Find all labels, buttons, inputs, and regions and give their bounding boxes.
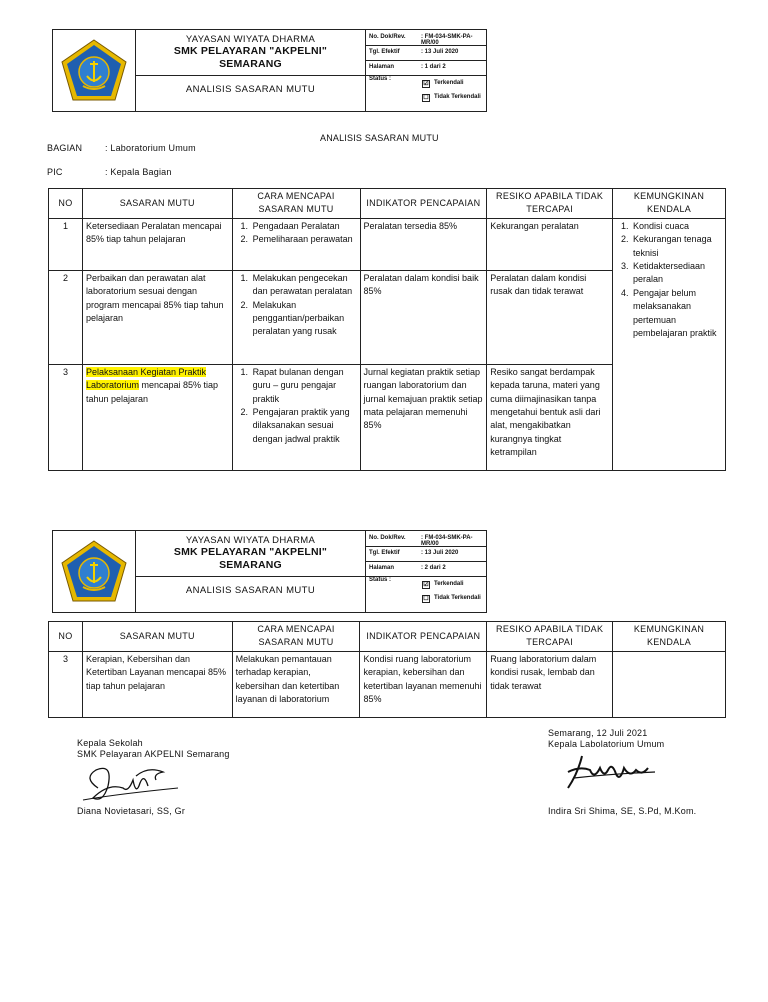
header-doc-title: ANALISIS SASARAN MUTU	[185, 84, 316, 95]
school-name-line: SMK PELAYARAN "AKPELNI"	[173, 546, 328, 558]
sasaran-cell: Kerapian, Kebersihan dan Ketertiban Layanan mencapai 85% tiap tahun pelajaran	[82, 651, 232, 717]
foundation-name: YAYASAN WIYATA DHARMA	[185, 34, 316, 45]
meta-key: Halaman	[369, 565, 395, 571]
status-label: Status :	[369, 76, 392, 82]
resiko-cell: Kekurangan peralatan	[487, 218, 613, 270]
highlighted-text: Pelaksanaan Kegiatan Praktik Laboratorium	[85, 366, 207, 391]
column-header: RESIKO APABILA TIDAK TERCAPAI	[487, 622, 613, 652]
indikator-cell: Peralatan tersedia 85%	[360, 218, 487, 270]
row-number: 3	[49, 651, 83, 717]
sasaran-cell	[82, 364, 232, 470]
column-header: SASARAN MUTU	[82, 189, 232, 219]
column-header: KEMUNGKINAN KENDALA	[613, 622, 726, 652]
column-header: RESIKO APABILA TIDAK TERCAPAI	[487, 189, 613, 219]
status-option-tidak-terkendali	[422, 94, 481, 102]
resiko-cell: Ruang laboratorium dalam kondisi rusak, lembab dan tidak terawat	[487, 651, 613, 717]
list-item: 2. Kekurangan tenaga teknisi	[631, 233, 722, 260]
list-item: 1. Rapat bulanan dengan guru – guru pengajar praktik	[251, 366, 357, 406]
cara-cell	[232, 270, 360, 364]
resiko-cell: Peralatan dalam kondisi rusak dan tidak terawat	[487, 270, 613, 364]
page-title: ANALISIS SASARAN MUTU	[320, 133, 439, 143]
list-item: 1. Melakukan pengecekan dan perawatan peralatan	[251, 272, 357, 299]
meta-value: : 13 Juli 2020	[421, 49, 459, 55]
pic-label: PIC	[47, 167, 63, 177]
row-number: 3	[49, 364, 83, 470]
bagian-label: BAGIAN	[47, 143, 83, 153]
column-header: SASARAN MUTU	[82, 622, 232, 652]
cara-cell: Melakukan pemantauan terhadap kerapian, kebersihan dan ketertiban layanan di laboratorium	[232, 651, 360, 717]
meta-key: Tgl. Efektif	[369, 49, 400, 55]
sasaran-cell: Perbaikan dan perawatan alat laboratorium sesuai dengan program mencapai 85% tiap tahun pelajaran	[82, 270, 232, 364]
table-header-row	[49, 622, 726, 652]
school-logo	[53, 531, 136, 612]
indikator-cell: Peralatan dalam kondisi baik 85%	[360, 270, 487, 364]
table-header-row	[49, 189, 726, 219]
sasaran-cell: Ketersediaan Peralatan mencapai 85% tiap tahun pelajaran	[82, 218, 232, 270]
status-option-terkendali	[422, 80, 464, 88]
signer-right-name: Indira Sri Shima, SE, S.Pd, M.Kom.	[548, 806, 697, 816]
status-label: Status :	[369, 577, 392, 583]
list-item: 4. Pengajar belum melaksanakan pertemuan pembelajaran praktik	[631, 287, 722, 341]
meta-value: : FM-034-SMK-PA-MR/00	[421, 34, 473, 46]
status-option-label: Terkendali	[434, 581, 464, 587]
table-row	[49, 651, 726, 717]
column-header: CARA MENCAPAI SASARAN MUTU	[232, 622, 360, 652]
school-logo	[53, 30, 136, 111]
status-option-label: Tidak Terkendali	[434, 595, 481, 601]
pic-value: : Kepala Bagian	[105, 167, 172, 177]
quality-target-table-page2	[48, 621, 726, 718]
column-header: KEMUNGKINAN KENDALA	[613, 189, 726, 219]
foundation-name: YAYASAN WIYATA DHARMA	[185, 535, 316, 546]
school-city: SEMARANG	[219, 58, 282, 70]
list-item: 2. Melakukan penggantian/perbaikan peralatan yang rusak	[251, 299, 357, 339]
meta-key: No. Dok/Rev.	[369, 34, 406, 40]
checked-box-icon: ☑	[423, 582, 429, 588]
meta-key: Tgl. Efektif	[369, 550, 400, 556]
meta-value: : 2 dari 2	[421, 565, 446, 571]
school-name	[136, 45, 365, 71]
cara-cell	[232, 364, 360, 470]
list-item: 3. Ketidaktersediaan peralan	[631, 260, 722, 287]
kendala-cell	[613, 651, 726, 717]
document-meta	[366, 531, 486, 612]
column-header: INDIKATOR PENCAPAIAN	[360, 189, 487, 219]
cara-cell	[232, 218, 360, 270]
resiko-cell: Resiko sangat berdampak kepada taruna, materi yang cuma diimajinasikan tanpa mengetahui bentuk asli dari alat, mengakibatkan kurangnya tingkat ketrampilan	[487, 364, 613, 470]
signer-left-role: Kepala Sekolah	[77, 738, 143, 748]
status-option-label: Tidak Terkendali	[434, 94, 481, 100]
list-item: 1. Pengadaan Peralatan	[251, 220, 357, 233]
list-item: 2. Pemeliharaan perawatan	[251, 233, 357, 246]
meta-value: : FM-034-SMK-PA-MR/00	[421, 535, 473, 547]
document-meta	[366, 30, 486, 111]
column-header: CARA MENCAPAI SASARAN MUTU	[232, 189, 360, 219]
meta-key: Halaman	[369, 64, 395, 70]
empty-box-icon: ☐	[423, 596, 429, 602]
school-city: SEMARANG	[219, 559, 282, 571]
document-header	[52, 29, 487, 112]
empty-box-icon: ☐	[423, 95, 429, 101]
signature-left-image	[78, 758, 188, 810]
column-header: NO	[49, 189, 83, 219]
column-header: NO	[49, 622, 83, 652]
status-option-tidak-terkendali	[422, 595, 481, 603]
school-name-line: SMK PELAYARAN "AKPELNI"	[173, 45, 328, 57]
sasaran-text: mencapai 85% tiap tahun pelajaran	[85, 380, 219, 404]
list-item: 1. Kondisi cuaca	[631, 220, 722, 233]
indikator-cell: Kondisi ruang laboratorium kerapian, kebersihan dan ketertiban layanan memenuhi 85%	[360, 651, 487, 717]
meta-value: : 13 Juli 2020	[421, 550, 459, 556]
list-item: 2. Pengajaran praktik yang dilaksanakan sesuai dengan jadwal praktik	[251, 406, 357, 446]
quality-target-table	[48, 188, 726, 471]
kendala-cell	[613, 218, 726, 470]
table-row	[49, 218, 726, 270]
row-number: 2	[49, 270, 83, 364]
signer-left-institution: SMK Pelayaran AKPELNI Semarang	[77, 749, 230, 759]
header-doc-title: ANALISIS SASARAN MUTU	[185, 585, 316, 596]
document-header-page2	[52, 530, 487, 613]
column-header: INDIKATOR PENCAPAIAN	[360, 622, 487, 652]
signer-right-role: Kepala Labolatorium Umum	[548, 739, 665, 749]
signer-right-place-date: Semarang, 12 Juli 2021	[548, 728, 648, 738]
status-option-terkendali	[422, 581, 464, 589]
school-name	[136, 546, 365, 572]
row-number: 1	[49, 218, 83, 270]
meta-value: : 1 dari 2	[421, 64, 446, 70]
indikator-cell: Jurnal kegiatan praktik setiap ruangan laboratorium dan jurnal kemajuan praktik setiap mata pelajaran memenuhi 85%	[360, 364, 487, 470]
signature-right-image	[560, 748, 670, 795]
signer-left-name: Diana Novietasari, SS, Gr	[77, 806, 186, 816]
meta-key: No. Dok/Rev.	[369, 535, 406, 541]
checked-box-icon: ☑	[423, 81, 429, 87]
bagian-value: : Laboratorium Umum	[105, 143, 196, 153]
status-option-label: Terkendali	[434, 80, 464, 86]
